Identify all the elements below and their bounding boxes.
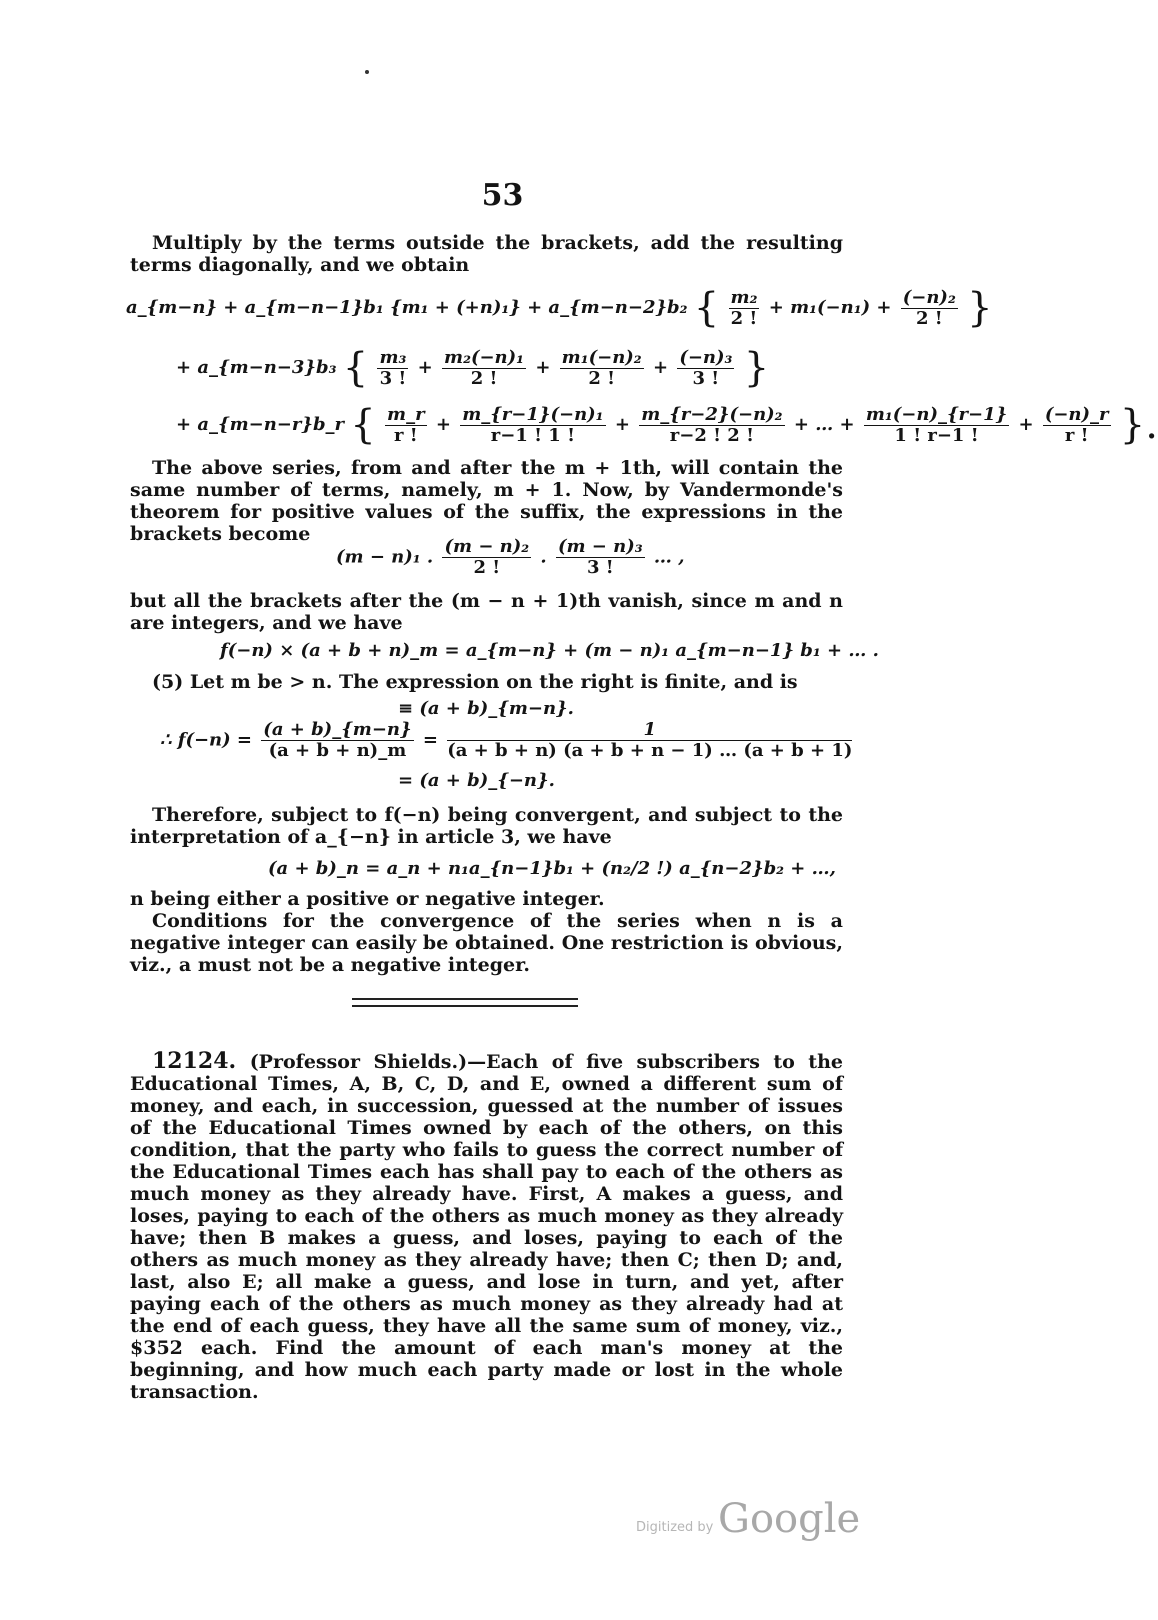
fraction: $\frac{1}{(a + b + n) (a + b + n - 1) \dots (a + b + 1)}$ (447, 719, 853, 761)
paragraph-conditions: Conditions for the convergence of the series when n is a negative integer can easily be obtained. One restriction is obvious, viz., a must not be a negative integer. (130, 910, 843, 976)
fraction: $\frac{(-n)\_r}{r !}$ (1044, 403, 1109, 446)
fraction: $\frac{\text{m\_\{r−1\}(−n)₁}}{r-1 ! 1 !}$ (462, 403, 604, 446)
fraction: $\frac{m\_r}{r !}$ (387, 403, 425, 446)
problem-text: (Professor Shields.)—Each of five subscribers to the Educational Times, A, B, C, D, and E, owned a different sum of money, and each, in succession, guessed at the number of issues of the Educational Times owned by each of the others, on this condition, that the party who fails to guess the correct number of the Educational Times each has shall pay to each of the others as much money as they already have. First, A makes a guess, and loses, paying to each of the others as much money as they already have; then B makes a guess, and loses, paying to each of the others as much money as they already have; then C; then D; and, last, also E; all make a guess, and lose in turn, and yet, after paying each of the others as much money as they already had at the end of each guess, they have all the same sum of money, viz., $352 each. Find the amount of each man's money at the beginning, and how much each party made or lost in the whole transaction. (130, 1051, 843, 1403)
fraction: $\frac{\text{m\_\{r−2\}(−n)₂}}{r-2 ! 2 !}$ (641, 403, 783, 446)
equation-line-1 (126, 285, 993, 331)
fraction: $\frac{\text{(−n)₃}}{3 !}$ (679, 346, 733, 389)
problem-12124 (130, 1050, 843, 1403)
brace-open: { (693, 285, 720, 331)
brace-close: } (967, 285, 993, 331)
fraction: $\frac{\text{(m − n)₃}}{3 !}$ (557, 536, 643, 578)
equation-line-8: = (a + b)_{−n}. (398, 770, 555, 791)
paragraph-therefore: Therefore, subject to f(−n) being convergent, and subject to the interpretation of a_{−n} in article 3, we have (130, 804, 843, 848)
double-rule-top (352, 998, 578, 1000)
fraction: $\frac{\text{m₂}}{2 !}$ (730, 286, 758, 329)
fraction: $\frac{\text{(−n)₂}}{2 !}$ (902, 286, 956, 329)
fraction: $\frac{\text{m₂(−n)₁}}{2 !}$ (444, 346, 525, 389)
eq2-lead: + a_{m−n−3}b₃ (176, 357, 337, 378)
google-logo: Google (718, 1496, 861, 1542)
paragraph-case-5: (5) Let m be > n. The expression on the right is finite, and is (152, 671, 798, 693)
paragraph-series: The above series, from and after the m + 1th, will contain the same number of terms, namely, m + 1. Now, by Vandermonde's theorem for positive values of the suffix, the expressions in the brackets become (130, 457, 843, 545)
equation-line-6: ≡ (a + b)_{m−n}. (398, 698, 574, 719)
problem-number: 12124. (152, 1048, 237, 1074)
paragraph-brackets: but all the brackets after the (m − n + 1)th vanish, since m and n are integers, and we have (130, 590, 843, 634)
brace-open: { (350, 402, 376, 448)
equation-line-5: f(−n) × (a + b + n)_m = a_{m−n} + (m − n)₁ a_{m−n−1} b₁ + … . (220, 640, 879, 661)
paragraph-intro: Multiply by the terms outside the brackets, add the resulting terms diagonally, and we obtain (130, 232, 843, 276)
paragraph-integer: n being either a positive or negative integer. (130, 888, 605, 910)
fraction: $\frac{\text{(m − n)₂}}{2 !}$ (444, 536, 530, 578)
brace-open: { (342, 345, 369, 391)
eq1-lead: a_{m−n} + a_{m−n−1}b₁ {m₁ + (+n)₁} + a_{m−n−2}b₂ (126, 297, 688, 318)
equation-line-7: ∴ f(−n) = $\frac{(a + b)\_\{m-n\}}{(a + b + n)\_m}$ = $\frac{1}{(a + b + n) (a + b + n - 1) \dots (a + b + 1)}$ (160, 719, 853, 761)
fraction: $\frac{\text{m₁(−n)\_\{r−1\}}}{1 ! r-1 !}$ (865, 403, 1008, 446)
page-number: 53 (481, 178, 524, 213)
digitized-by-label: Digitized by (636, 1520, 714, 1535)
eq3-dots: + … + (793, 414, 855, 435)
eq3-lead: + a_{m−n−r}b_r (176, 414, 345, 435)
double-rule-bottom (352, 1005, 578, 1007)
brace-close: }. (1119, 402, 1158, 448)
brace-close: } (743, 345, 770, 391)
fraction: $\frac{\text{m₁(−n)₂}}{2 !}$ (561, 346, 642, 389)
ink-dot (365, 70, 369, 74)
fraction: $\frac{(a + b)\_\{m-n\}}{(a + b + n)\_m}$ (263, 719, 412, 761)
eq1-mid: + m₁(−n₁) + (768, 297, 892, 318)
equation-line-3: + a_{m−n−r}b_r { $\frac{m\_r}{r !}$ + $\frac{\text{m\_\{r−1\}(−n)₁}}{r-1 ! 1 !}$ + $\frac{\text{m\_\{r−2\}(−n)₂}}{r-2 ! 2 !}$ + … + $\frac{\text{m₁(−n)\_\{r−1\}}}{1 ! r-1 !}$ + $\frac{(-n)\_r}{r !}$ }. (176, 402, 1158, 448)
fraction: $\frac{\text{m₃}}{3 !}$ (379, 346, 407, 389)
equation-line-9: (a + b)_n = a_n + n₁a_{n−1}b₁ + (n₂/2 !) a_{n−2}b₂ + …, (268, 858, 836, 879)
equation-line-2: + a_{m−n−3}b₃ { $\frac{\text{m₃}}{3 !}$ + $\frac{\text{m₂(−n)₁}}{2 !}$ + $\frac{\text{m₁(−n)₂}}{2 !}$ + $\frac{\text{(−n)₃}}{3 !}$ } (176, 345, 770, 391)
equation-line-4: (m − n)₁ . $\frac{\text{(m − n)₂}}{2 !}$ . $\frac{\text{(m − n)₃}}{3 !}$ … , (336, 536, 685, 578)
